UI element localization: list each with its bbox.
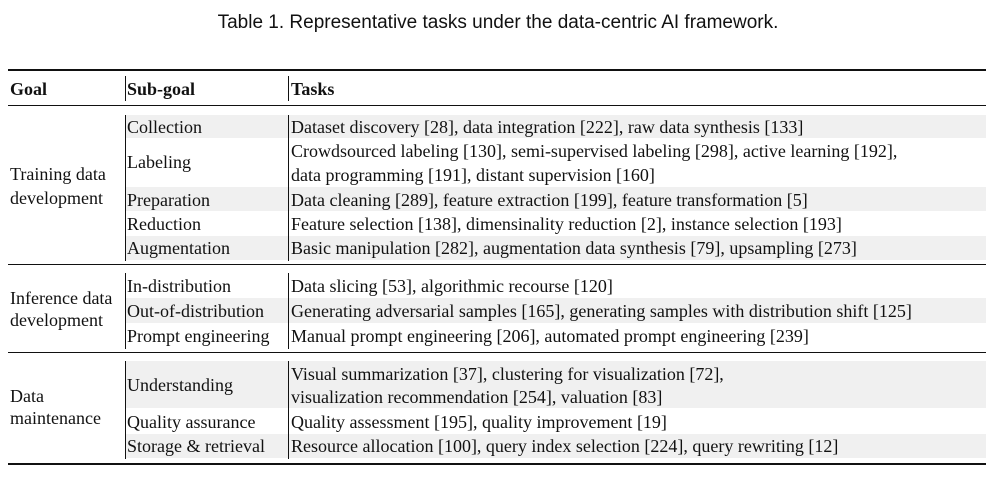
goal-label: Training data — [10, 164, 106, 184]
column-separator — [125, 115, 126, 261]
subgoal-cell: Reduction — [127, 214, 201, 234]
goal-label: maintenance — [10, 408, 101, 428]
group-rule-1 — [8, 264, 986, 265]
subgoal-cell: Preparation — [127, 190, 210, 210]
task-cell: Basic manipulation [282], augmentation data synthesis [79], upsampling [273] — [291, 238, 857, 258]
subgoal-cell: In-distribution — [127, 276, 231, 296]
header-tasks: Tasks — [291, 79, 335, 99]
subgoal-cell: Prompt engineering — [127, 326, 270, 346]
subgoal-cell: Storage & retrieval — [127, 436, 265, 456]
header-subgoal: Sub-goal — [127, 79, 196, 99]
column-separator — [288, 115, 289, 261]
bottom-rule — [8, 463, 986, 465]
subgoal-cell: Quality assurance — [127, 412, 256, 432]
task-cell: visualization recommendation [254], valuation [83] — [291, 387, 663, 407]
goal-label: development — [10, 310, 103, 330]
goal-label: development — [10, 188, 103, 208]
column-separator — [125, 273, 126, 349]
header-rule — [8, 105, 986, 106]
subgoal-cell: Out-of-distribution — [127, 301, 264, 321]
task-cell: Resource allocation [100], query index selection [224], query rewriting [12] — [291, 436, 839, 456]
task-cell: Feature selection [138], dimensinality reduction [2], instance selection [193] — [291, 214, 842, 234]
task-cell: Generating adversarial samples [165], generating samples with distribution shift [125] — [291, 301, 912, 321]
subgoal-cell: Augmentation — [127, 238, 230, 258]
task-cell: Quality assessment [195], quality improvement [19] — [291, 412, 667, 432]
column-separator — [125, 76, 126, 101]
subgoal-cell: Labeling — [127, 152, 191, 172]
task-cell: Manual prompt engineering [206], automated prompt engineering [239] — [291, 326, 809, 346]
column-separator — [125, 361, 126, 459]
task-cell: Dataset discovery [28], data integration [222], raw data synthesis [133] — [291, 117, 804, 137]
column-separator — [288, 361, 289, 459]
task-cell: Crowdsourced labeling [130], semi-supervised labeling [298], active learning [192], — [291, 141, 898, 161]
goal-label: Inference data — [10, 288, 113, 308]
subgoal-cell: Collection — [127, 117, 202, 137]
table-caption: Table 1. Representative tasks under the data-centric AI framework. — [217, 12, 779, 33]
top-rule — [8, 69, 986, 71]
task-cell: data programming [191], distant supervision [160] — [291, 165, 655, 185]
column-separator — [288, 76, 289, 101]
column-separator — [288, 273, 289, 349]
task-cell: Visual summarization [37], clustering for visualization [72], — [291, 364, 724, 384]
header-goal: Goal — [10, 79, 48, 99]
subgoal-cell: Understanding — [127, 375, 233, 395]
goal-label: Data — [10, 386, 44, 406]
group-rule-2 — [8, 352, 986, 353]
task-cell: Data cleaning [289], feature extraction [199], feature transformation [5] — [291, 190, 808, 210]
task-cell: Data slicing [53], algorithmic recourse [120] — [291, 276, 613, 296]
